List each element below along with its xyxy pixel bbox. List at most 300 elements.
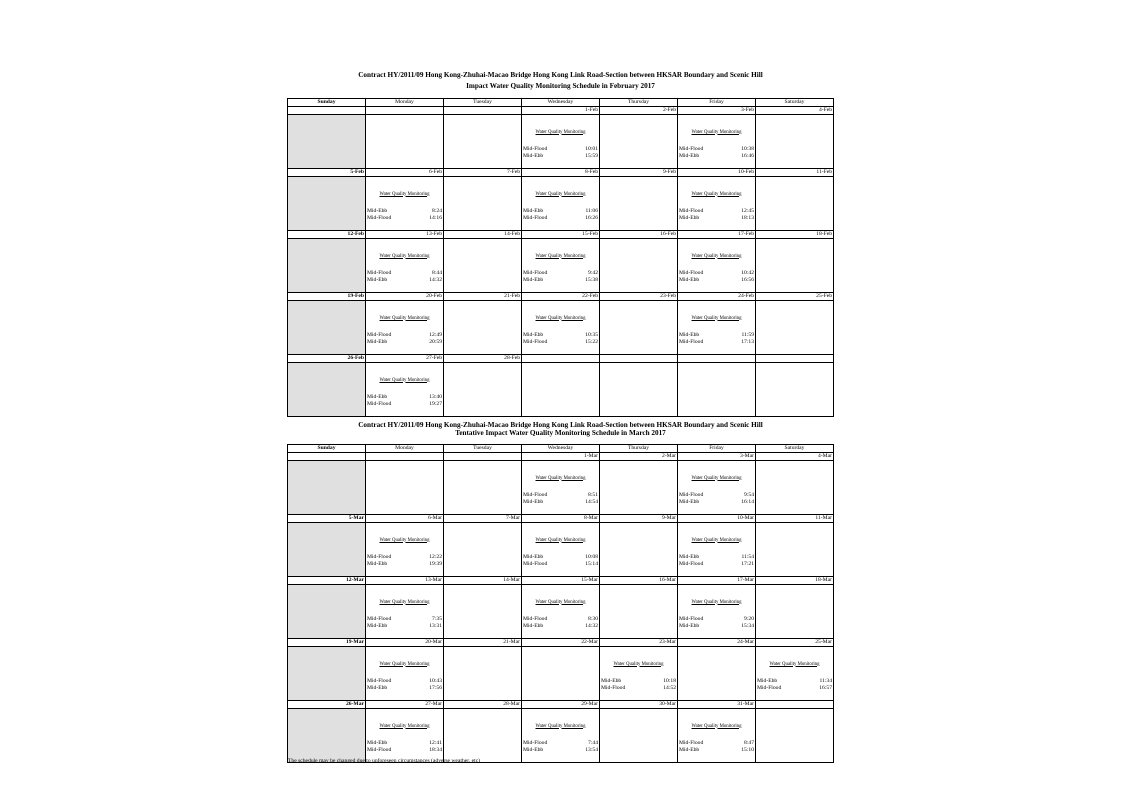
tide-label: Mid-Flood (757, 684, 782, 691)
day-cell (444, 708, 522, 763)
day-cell (522, 176, 600, 231)
day-cell (600, 176, 678, 231)
tide-label: Mid-Flood (367, 677, 392, 684)
event-row (288, 300, 834, 355)
monitoring-event (366, 724, 443, 754)
event-heading: Water Quality Monitoring (535, 191, 586, 197)
tide-time: 14:16 (429, 214, 442, 221)
date-row (288, 169, 834, 177)
date-cell: 4-Mar (756, 453, 834, 461)
tide-label: Mid-Ebb (367, 560, 388, 567)
date-cell: 7-Feb (444, 169, 522, 177)
tide-row (678, 499, 755, 506)
day-cell (756, 708, 834, 763)
day-cell (678, 114, 756, 169)
date-cell: 15-Feb (522, 231, 600, 239)
tide-time: 14:32 (585, 622, 598, 629)
tide-label: Mid-Ebb (523, 746, 544, 753)
tide-label: Mid-Ebb (523, 152, 544, 159)
monitoring-event (678, 724, 755, 754)
date-cell: 17-Mar (678, 577, 756, 585)
weekday-header: Tuesday (444, 445, 522, 453)
date-cell: 1-Feb (522, 107, 600, 115)
date-cell: 26-Feb (288, 355, 366, 363)
date-cell (366, 453, 444, 461)
day-cell (756, 522, 834, 577)
weekday-header: Friday (678, 445, 756, 453)
tide-row (366, 339, 443, 346)
tide-row (678, 277, 755, 284)
date-row (288, 639, 834, 647)
tide-label: Mid-Flood (367, 615, 392, 622)
day-cell (444, 460, 522, 515)
event-row (288, 238, 834, 293)
tide-row (522, 561, 599, 568)
date-cell: 31-Mar (678, 701, 756, 709)
date-cell (288, 107, 366, 115)
event-heading: Water Quality Monitoring (691, 537, 742, 543)
tide-label: Mid-Ebb (679, 553, 700, 560)
day-cell (600, 460, 678, 515)
tide-row (522, 270, 599, 277)
tide-label: Mid-Flood (367, 553, 392, 560)
day-cell (678, 584, 756, 639)
tide-time: 14:32 (429, 276, 442, 283)
tide-row (522, 616, 599, 623)
tide-time: 13:31 (429, 622, 442, 629)
date-cell (522, 355, 600, 363)
tide-label: Mid-Ebb (523, 498, 544, 505)
tide-time: 17:21 (741, 560, 754, 567)
tide-row (522, 146, 599, 153)
monitoring-event (678, 476, 755, 506)
date-cell: 2-Feb (600, 107, 678, 115)
event-heading: Water Quality Monitoring (379, 661, 430, 667)
day-cell (522, 114, 600, 169)
weekday-header: Thursday (600, 445, 678, 453)
event-heading: Water Quality Monitoring (691, 253, 742, 259)
event-heading: Water Quality Monitoring (379, 537, 430, 543)
date-row (288, 577, 834, 585)
day-cell (600, 300, 678, 355)
tide-time: 12:45 (741, 207, 754, 214)
event-row (288, 362, 834, 417)
date-cell: 13-Mar (366, 577, 444, 585)
tide-label: Mid-Flood (367, 746, 392, 753)
date-cell: 28-Mar (444, 701, 522, 709)
date-cell: 14-Feb (444, 231, 522, 239)
event-heading: Water Quality Monitoring (613, 661, 664, 667)
date-cell: 12-Feb (288, 231, 366, 239)
day-cell (288, 646, 366, 701)
tide-time: 15:34 (741, 622, 754, 629)
tide-label: Mid-Flood (523, 739, 548, 746)
day-cell (366, 708, 444, 763)
day-cell (678, 646, 756, 701)
date-cell: 27-Feb (366, 355, 444, 363)
tide-time: 10:08 (585, 553, 598, 560)
weekday-header: Thursday (600, 99, 678, 107)
tide-row (366, 554, 443, 561)
day-cell (366, 584, 444, 639)
tide-row (678, 492, 755, 499)
tide-time: 17:13 (741, 338, 754, 345)
weekday-header: Monday (366, 99, 444, 107)
event-row (288, 114, 834, 169)
tide-row (678, 616, 755, 623)
event-row (288, 522, 834, 577)
tide-time: 9:42 (588, 269, 598, 276)
tide-row (522, 332, 599, 339)
event-heading: Water Quality Monitoring (379, 191, 430, 197)
tide-time: 8:30 (588, 615, 598, 622)
event-heading: Water Quality Monitoring (379, 599, 430, 605)
tide-row (522, 492, 599, 499)
day-cell (756, 176, 834, 231)
event-heading: Water Quality Monitoring (535, 475, 586, 481)
date-cell: 23-Mar (600, 639, 678, 647)
day-cell (444, 176, 522, 231)
tide-time: 12:22 (429, 553, 442, 560)
monitoring-event (522, 316, 599, 346)
date-row (288, 355, 834, 363)
date-cell: 20-Mar (366, 639, 444, 647)
day-cell (288, 522, 366, 577)
day-cell (600, 362, 678, 417)
tide-time: 15:10 (741, 746, 754, 753)
date-cell: 22-Mar (522, 639, 600, 647)
date-cell: 3-Feb (678, 107, 756, 115)
mar-calendar (287, 444, 834, 763)
date-cell (600, 355, 678, 363)
day-cell (600, 114, 678, 169)
tide-label: Mid-Flood (679, 491, 704, 498)
tide-label: Mid-Flood (679, 739, 704, 746)
monitoring-event (366, 316, 443, 346)
tide-time: 13:40 (429, 393, 442, 400)
tide-label: Mid-Ebb (367, 684, 388, 691)
date-row (288, 231, 834, 239)
tide-row (756, 678, 833, 685)
event-heading: Water Quality Monitoring (691, 599, 742, 605)
tide-label: Mid-Ebb (367, 739, 388, 746)
day-cell (522, 708, 600, 763)
date-row (288, 107, 834, 115)
monitoring-event (522, 724, 599, 754)
tide-time: 16:14 (741, 498, 754, 505)
monitoring-event (522, 192, 599, 222)
day-cell (522, 522, 600, 577)
event-heading: Water Quality Monitoring (379, 723, 430, 729)
day-cell (600, 522, 678, 577)
tide-time: 9:54 (744, 491, 754, 498)
tide-time: 15:38 (585, 276, 598, 283)
tide-row (366, 740, 443, 747)
event-row (288, 646, 834, 701)
day-cell (678, 362, 756, 417)
date-cell: 14-Mar (444, 577, 522, 585)
day-cell (288, 176, 366, 231)
day-cell (678, 300, 756, 355)
date-cell: 11-Mar (756, 515, 834, 523)
tide-label: Mid-Flood (679, 207, 704, 214)
date-cell: 5-Mar (288, 515, 366, 523)
day-cell (288, 300, 366, 355)
tide-row (522, 208, 599, 215)
date-cell: 22-Feb (522, 293, 600, 301)
date-cell: 10-Feb (678, 169, 756, 177)
date-cell: 13-Feb (366, 231, 444, 239)
day-cell (288, 362, 366, 417)
monitoring-event (600, 662, 677, 692)
date-cell (366, 107, 444, 115)
date-cell: 23-Feb (600, 293, 678, 301)
date-cell: 17-Feb (678, 231, 756, 239)
date-cell: 25-Feb (756, 293, 834, 301)
tide-label: Mid-Ebb (679, 276, 700, 283)
tide-time: 8:51 (588, 491, 598, 498)
tide-label: Mid-Ebb (601, 677, 622, 684)
tide-row (678, 740, 755, 747)
monitoring-event (366, 662, 443, 692)
date-cell (444, 107, 522, 115)
day-cell (678, 238, 756, 293)
tide-row (678, 561, 755, 568)
tide-label: Mid-Ebb (523, 622, 544, 629)
tide-row (366, 277, 443, 284)
monitoring-event (678, 192, 755, 222)
date-cell: 26-Mar (288, 701, 366, 709)
day-cell (756, 300, 834, 355)
tide-row (522, 747, 599, 754)
date-cell: 30-Mar (600, 701, 678, 709)
tide-label: Mid-Ebb (367, 622, 388, 629)
date-cell: 21-Feb (444, 293, 522, 301)
day-cell (756, 238, 834, 293)
day-cell (288, 584, 366, 639)
monitoring-event (678, 130, 755, 160)
tide-time: 19:39 (429, 560, 442, 567)
tide-label: Mid-Ebb (679, 152, 700, 159)
tide-label: Mid-Flood (523, 214, 548, 221)
event-row (288, 176, 834, 231)
tide-time: 11:59 (741, 331, 754, 338)
event-heading: Water Quality Monitoring (535, 129, 586, 135)
weekday-header: Saturday (756, 445, 834, 453)
event-heading: Water Quality Monitoring (691, 475, 742, 481)
date-cell: 8-Mar (522, 515, 600, 523)
tide-row (678, 153, 755, 160)
tide-label: Mid-Flood (523, 615, 548, 622)
tide-label: Mid-Ebb (367, 276, 388, 283)
date-cell (756, 701, 834, 709)
date-cell: 25-Mar (756, 639, 834, 647)
day-cell (600, 238, 678, 293)
event-heading: Water Quality Monitoring (379, 253, 430, 259)
day-cell (522, 646, 600, 701)
tide-label: Mid-Ebb (679, 331, 700, 338)
tide-time: 7:35 (432, 615, 442, 622)
date-cell: 10-Mar (678, 515, 756, 523)
date-cell: 1-Mar (522, 453, 600, 461)
day-cell (366, 300, 444, 355)
tide-label: Mid-Flood (601, 684, 626, 691)
tide-time: 8:44 (432, 269, 442, 276)
tide-label: Mid-Flood (523, 145, 548, 152)
day-cell (444, 114, 522, 169)
date-cell: 29-Mar (522, 701, 600, 709)
tide-time: 11:34 (819, 677, 832, 684)
tide-label: Mid-Flood (367, 400, 392, 407)
tide-row (366, 270, 443, 277)
monitoring-event (678, 316, 755, 346)
tide-row (522, 623, 599, 630)
event-heading: Water Quality Monitoring (379, 377, 430, 383)
day-cell (522, 460, 600, 515)
tide-row (366, 747, 443, 754)
tide-time: 10:01 (585, 145, 598, 152)
monitoring-event (522, 538, 599, 568)
tide-row (522, 499, 599, 506)
monitoring-event (678, 254, 755, 284)
date-cell: 2-Mar (600, 453, 678, 461)
event-row (288, 460, 834, 515)
day-cell (678, 708, 756, 763)
tide-label: Mid-Flood (679, 269, 704, 276)
tide-row (678, 554, 755, 561)
tide-label: Mid-Flood (523, 269, 548, 276)
date-cell: 9-Feb (600, 169, 678, 177)
tide-time: 9:20 (744, 615, 754, 622)
date-row (288, 515, 834, 523)
tide-time: 11:06 (585, 207, 598, 214)
feb-title-line1: Contract HY/2011/09 Hong Kong-Zhuhai-Macao Bridge Hong Kong Link Road-Section between HKSAR Boundary and Scenic Hill (358, 71, 763, 79)
date-cell: 9-Mar (600, 515, 678, 523)
tide-label: Mid-Flood (367, 214, 392, 221)
tide-time: 11:54 (741, 553, 754, 560)
tide-row (678, 332, 755, 339)
day-cell (600, 646, 678, 701)
date-cell: 3-Mar (678, 453, 756, 461)
date-cell: 12-Mar (288, 577, 366, 585)
monitoring-event (522, 130, 599, 160)
date-cell (288, 453, 366, 461)
tide-time: 8:47 (744, 739, 754, 746)
date-cell: 20-Feb (366, 293, 444, 301)
tide-label: Mid-Flood (523, 491, 548, 498)
day-cell (678, 176, 756, 231)
day-cell (288, 708, 366, 763)
day-cell (522, 584, 600, 639)
tide-row (522, 277, 599, 284)
tide-label: Mid-Ebb (679, 214, 700, 221)
tide-row (522, 153, 599, 160)
date-cell: 24-Mar (678, 639, 756, 647)
tide-label: Mid-Ebb (367, 207, 388, 214)
day-cell (444, 646, 522, 701)
event-heading: Water Quality Monitoring (535, 599, 586, 605)
tide-time: 15:14 (585, 560, 598, 567)
monitoring-event (366, 538, 443, 568)
event-row (288, 584, 834, 639)
tide-label: Mid-Flood (367, 269, 392, 276)
event-heading: Water Quality Monitoring (535, 253, 586, 259)
monitoring-event (756, 662, 833, 692)
date-row (288, 453, 834, 461)
day-cell (678, 460, 756, 515)
tide-label: Mid-Ebb (679, 746, 700, 753)
monitoring-event (366, 192, 443, 222)
day-cell (444, 584, 522, 639)
tide-row (366, 208, 443, 215)
monitoring-event (366, 254, 443, 284)
day-cell (366, 176, 444, 231)
tide-time: 15:59 (585, 152, 598, 159)
weekday-header: Saturday (756, 99, 834, 107)
date-cell: 7-Mar (444, 515, 522, 523)
tide-row (522, 339, 599, 346)
tide-row (678, 339, 755, 346)
tide-row (366, 332, 443, 339)
date-cell: 27-Mar (366, 701, 444, 709)
tide-row (366, 685, 443, 692)
monitoring-event (366, 600, 443, 630)
date-cell: 8-Feb (522, 169, 600, 177)
date-cell: 18-Feb (756, 231, 834, 239)
tide-label: Mid-Ebb (367, 338, 388, 345)
feb-calendar (287, 98, 834, 417)
date-row (288, 701, 834, 709)
tide-label: Mid-Flood (523, 560, 548, 567)
tide-row (366, 561, 443, 568)
day-cell (756, 114, 834, 169)
day-cell (366, 114, 444, 169)
tide-time: 10:35 (585, 331, 598, 338)
tide-row (678, 623, 755, 630)
tide-row (366, 616, 443, 623)
event-row (288, 708, 834, 763)
tide-time: 18:34 (429, 746, 442, 753)
tide-row (366, 623, 443, 630)
tide-time: 15:22 (585, 338, 598, 345)
tide-time: 10:43 (429, 677, 442, 684)
weekday-header-row (288, 445, 834, 453)
tide-label: Mid-Ebb (523, 276, 544, 283)
tide-row (366, 215, 443, 222)
date-cell: 11-Feb (756, 169, 834, 177)
day-cell (522, 362, 600, 417)
tide-time: 12:49 (429, 331, 442, 338)
date-row (288, 293, 834, 301)
day-cell (756, 646, 834, 701)
monitoring-event (522, 254, 599, 284)
event-heading: Water Quality Monitoring (691, 129, 742, 135)
tide-time: 10:38 (741, 145, 754, 152)
event-heading: Water Quality Monitoring (691, 723, 742, 729)
date-cell: 16-Mar (600, 577, 678, 585)
event-heading: Water Quality Monitoring (535, 537, 586, 543)
date-cell (756, 355, 834, 363)
tide-time: 20:59 (429, 338, 442, 345)
tide-time: 14:54 (585, 498, 598, 505)
date-cell: 4-Feb (756, 107, 834, 115)
day-cell (366, 522, 444, 577)
weekday-header: Sunday (288, 445, 366, 453)
day-cell (366, 362, 444, 417)
tide-row (756, 685, 833, 692)
date-cell: 21-Mar (444, 639, 522, 647)
tide-row (366, 678, 443, 685)
